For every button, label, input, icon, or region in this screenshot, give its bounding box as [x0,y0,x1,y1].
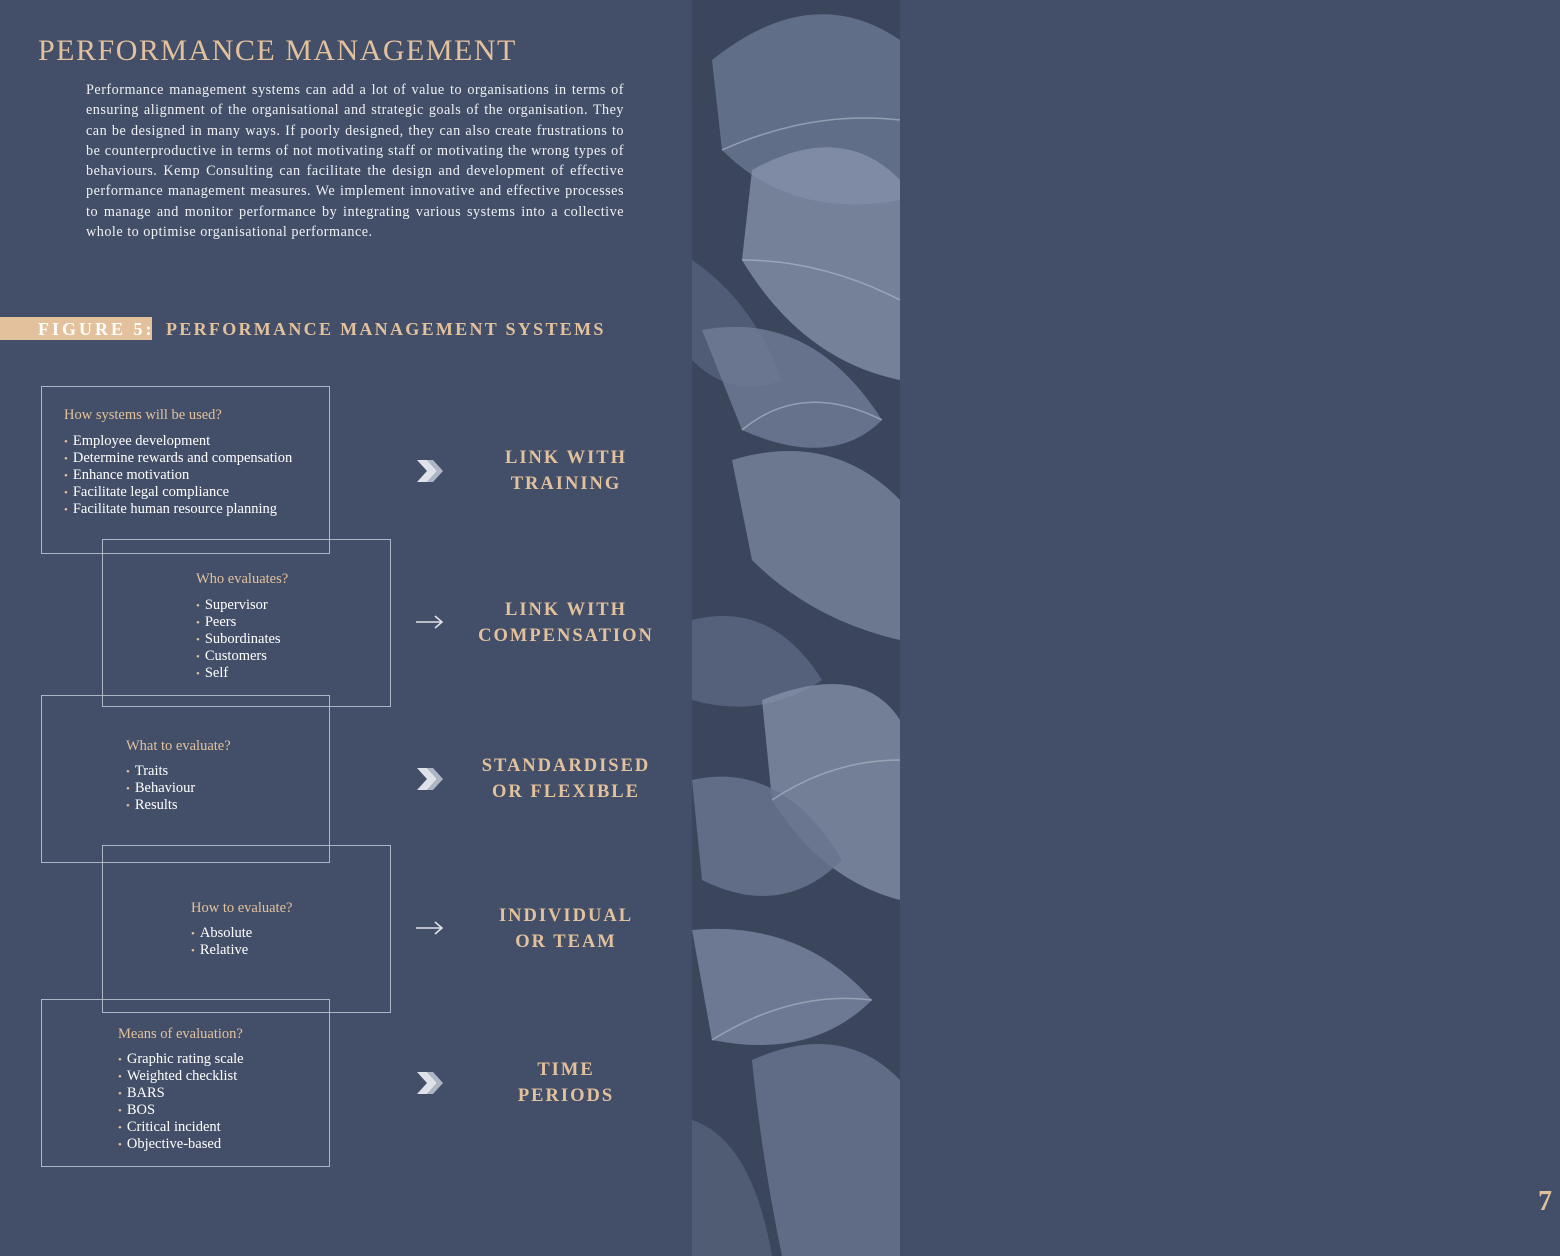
list-item: • BOS [118,1102,244,1119]
link-label-standardised [456,753,676,805]
box-items [64,433,292,518]
list-item: • Customers [196,648,281,665]
box-question: Means of evaluation? [118,1026,243,1042]
list-item: • Employee development [64,433,292,450]
list-item: • Relative [191,942,252,959]
list-item: • Enhance motivation [64,467,292,484]
intro-paragraph: Performance management systems can add a lot of value to organisations in terms of ensuring alignment of the organisational and strategic goals of the organisation. They can be designed in many ways. If poorly designed, they can also create frustrations to be counterproductive in terms of not motivating staff or motivating the wrong types of behaviours. Kemp Consulting can facilitate the design and development of effective performance management measures. We implement innovative and effective processes to manage and monitor performance by integrating various systems into a collective whole to optimise organisational performance. [86,82,624,241]
list-item: • Graphic rating scale [118,1051,244,1068]
link-line1: STANDARDISED [481,756,651,776]
list-item: • Determine rewards and compensation [64,450,292,467]
list-item: • Absolute [191,925,252,942]
double-chevron-icon [415,765,445,793]
figure-label: FIGURE 5: [38,319,155,339]
link-line2: TRAINING [510,474,622,494]
figure-title: PERFORMANCE MANAGEMENT SYSTEMS [166,319,606,339]
arrow-right-icon [415,612,445,632]
list-item: • Facilitate legal compliance [64,484,292,501]
box-question: Who evaluates? [196,571,289,587]
link-label-time-periods [456,1057,676,1109]
list-item: • Facilitate human resource planning [64,501,292,518]
page-number: 7 [1538,1186,1552,1217]
link-line2: PERIODS [517,1086,615,1106]
link-label-individual [456,903,676,955]
list-item: • Results [126,797,195,814]
link-line2: OR FLEXIBLE [492,782,640,802]
box-items [191,925,252,959]
box-question: How systems will be used? [64,407,222,423]
list-item: • Subordinates [196,631,281,648]
box-items [126,763,195,814]
double-chevron-icon [415,1069,445,1097]
box-items [196,597,281,682]
leaf-illustration [692,0,900,1256]
list-item: • Supervisor [196,597,281,614]
list-item: • Critical incident [118,1119,244,1136]
link-line1: TIME [537,1060,595,1080]
box-items [118,1051,244,1153]
double-chevron-icon [415,457,445,485]
list-item: • BARS [118,1085,244,1102]
link-line2: OR TEAM [515,932,617,952]
page-title: PERFORMANCE MANAGEMENT [38,34,517,67]
arrow-right-icon [415,918,445,938]
link-line1: LINK WITH [504,600,627,620]
list-item: • Behaviour [126,780,195,797]
list-item: • Self [196,665,281,682]
link-label-compensation [456,597,676,649]
list-item: • Objective-based [118,1136,244,1153]
list-item: • Weighted checklist [118,1068,244,1085]
link-label-training [456,445,676,497]
leaf-photo-panel [692,0,1552,1256]
box-question: What to evaluate? [126,738,231,754]
list-item: • Peers [196,614,281,631]
link-line1: INDIVIDUAL [498,906,634,926]
link-line2: COMPENSATION [478,626,654,646]
box-question: How to evaluate? [191,900,293,916]
link-line1: LINK WITH [504,448,627,468]
list-item: • Traits [126,763,195,780]
